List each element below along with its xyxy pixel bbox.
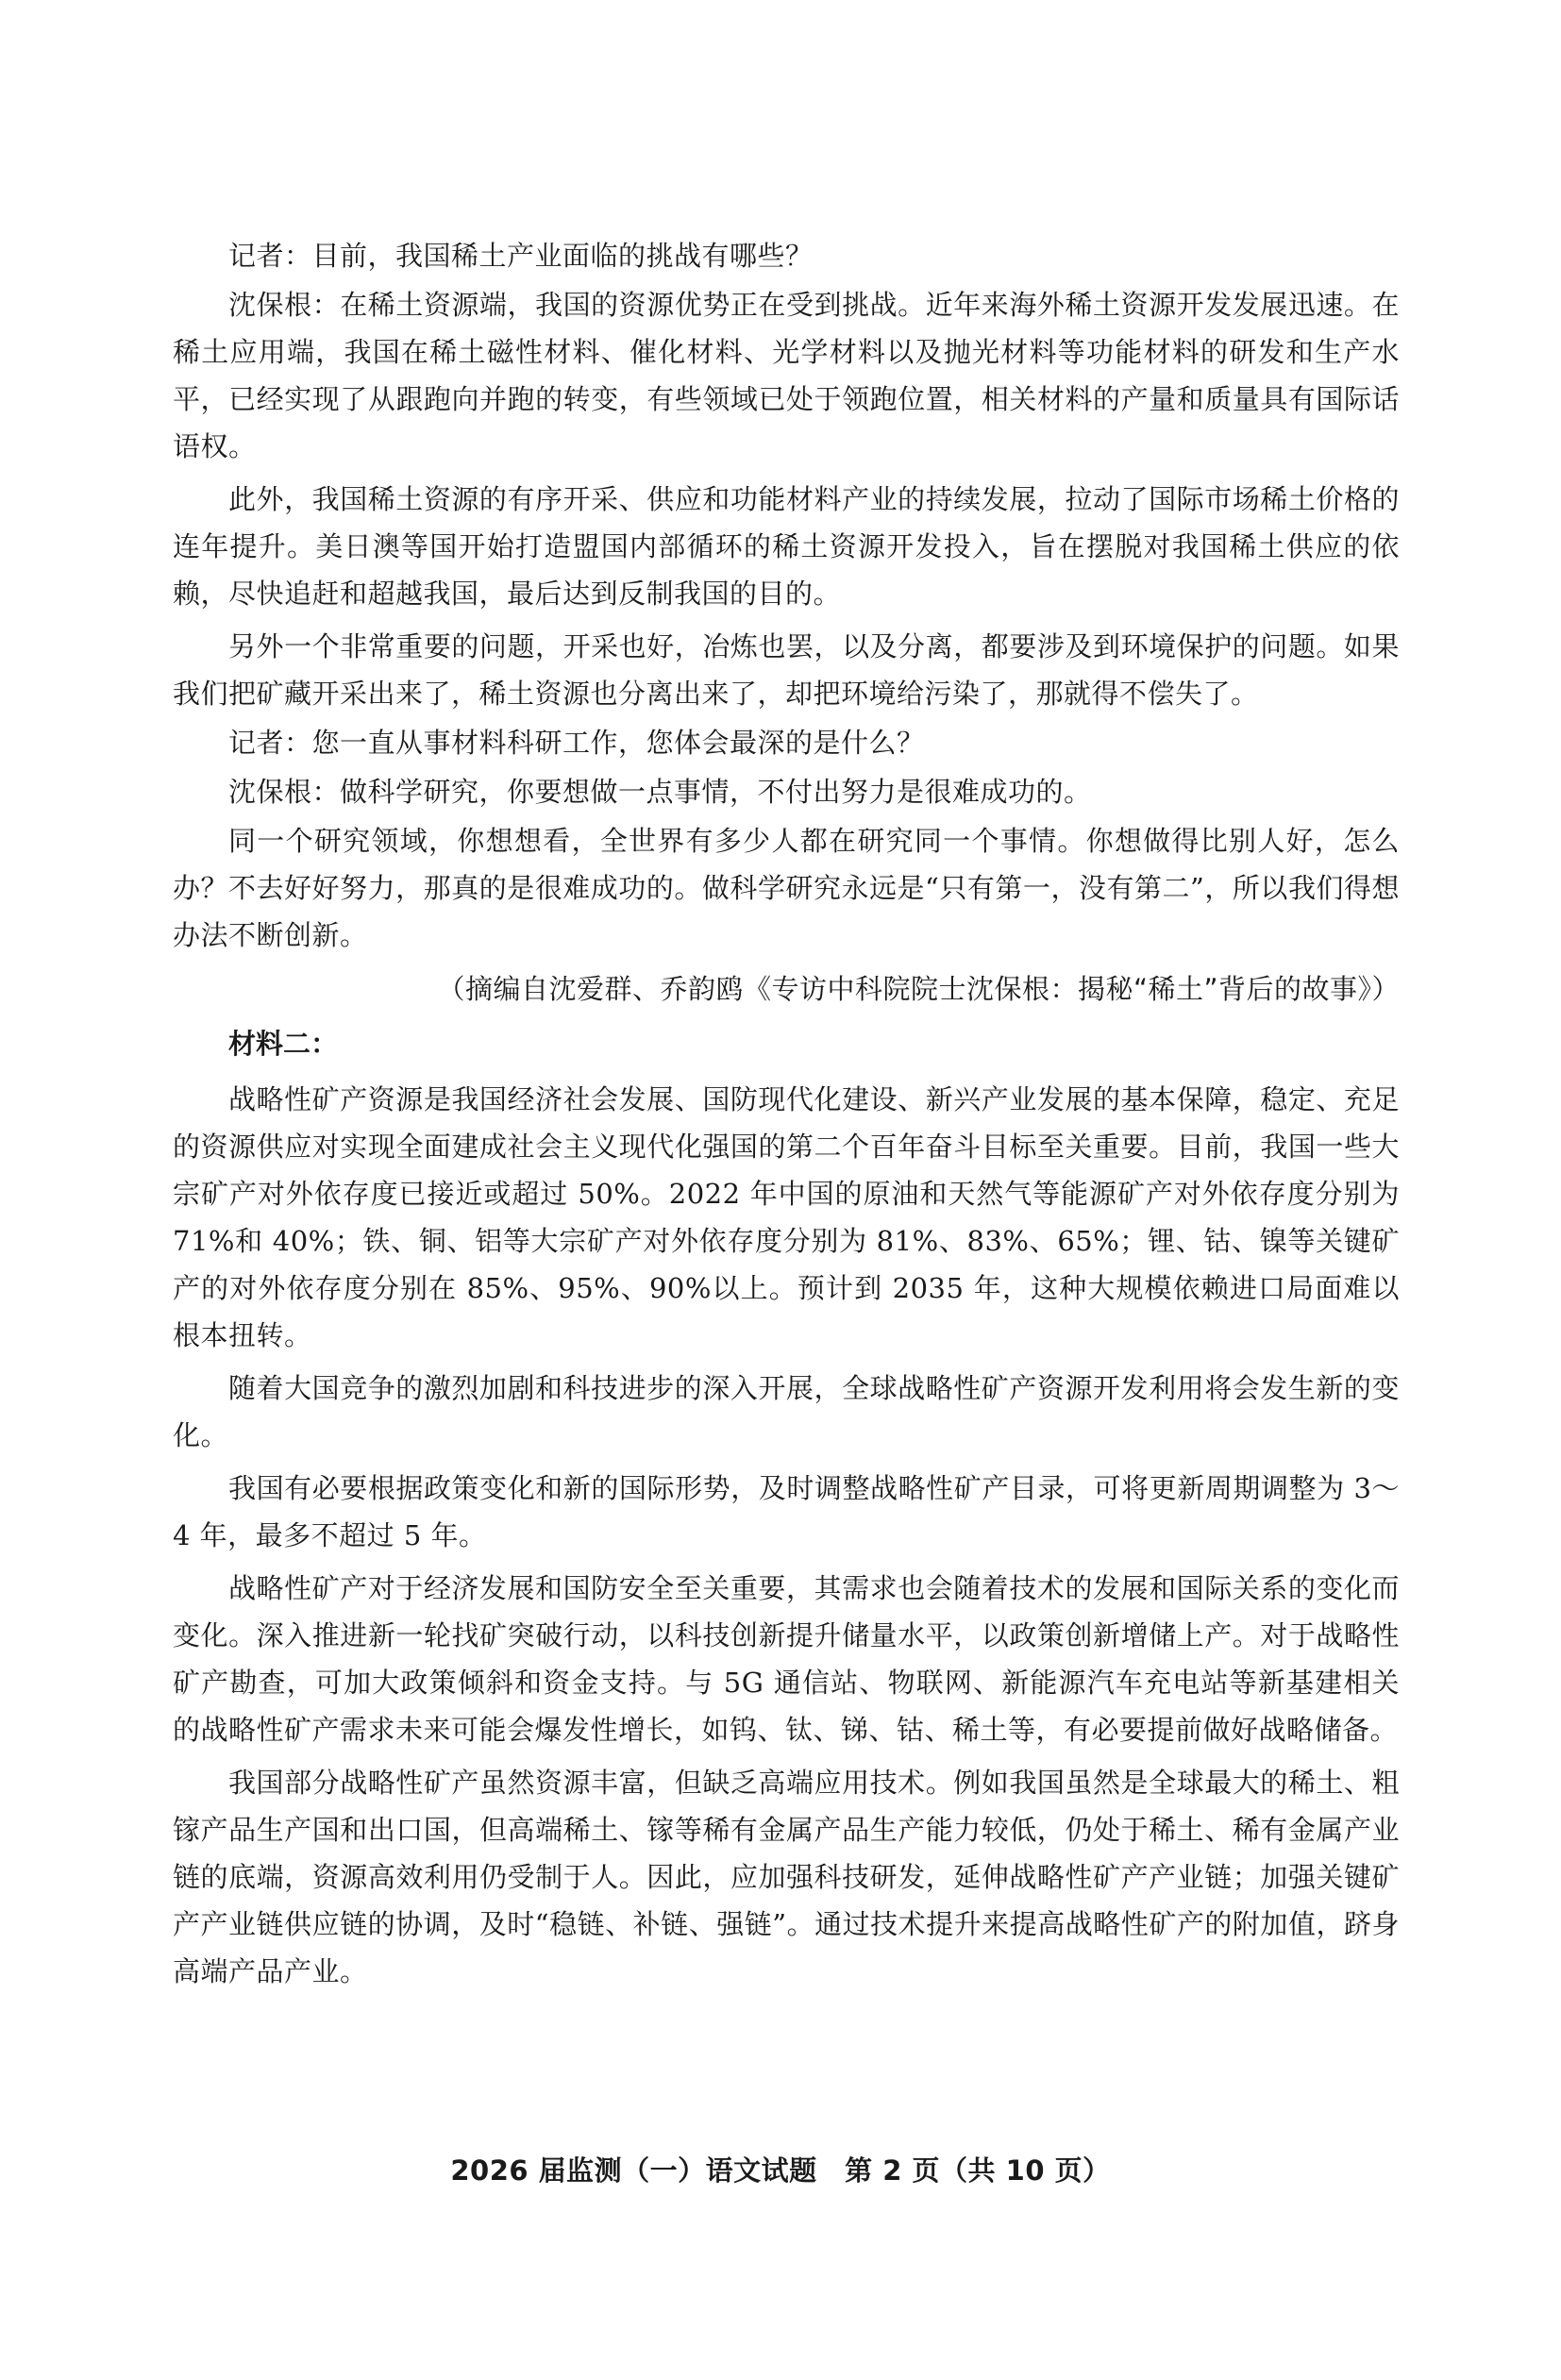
paragraph-rare-earth-price: 此外，我国稀土资源的有序开采、供应和功能材料产业的持续发展，拉动了国际市场稀土价格的连年提升。美日澳等国开始打造盟国内部循环的稀土资源开发投入，旨在摆脱对我国稀土供应的依赖，尽快追赶和超越我国，最后达到反制我国的目的。 xyxy=(173,483,1400,610)
interview-answer-2: 沈保根：做科学研究，你要想做一点事情，不付出努力是很难成功的。 xyxy=(228,776,1092,808)
paragraph-strategic-minerals: 战略性矿产资源是我国经济社会发展、国防现代化建设、新兴产业发展的基本保障，稳定、充足的资源供应对实现全面建成社会主义现代化强国的第二个百年奋斗目标至关重要。目前，我国一些大宗矿产对外依存度已接近或超过 50%。2022 年中国的原油和天然气等能源矿产对外依存度分别为 71%和 40%；铁、铜、铝等大宗矿产对外依存度分别为 81%、83%、65%；锂、钴、镍等关键矿产的对外依存度分别在 85%、95%、90%以上。预计到 2035 年，这种大规模依赖进口局面难以根本扭转。 xyxy=(173,1083,1400,1351)
interview-question-1: 记者：目前，我国稀土产业面临的挑战有哪些？ xyxy=(228,240,814,272)
paragraph-exploration: 战略性矿产对于经济发展和国防安全至关重要，其需求也会随着技术的发展和国际关系的变化而变化。深入推进新一轮找矿突破行动，以科技创新提升储量水平，以政策创新增储上产。对于战略性矿产勘查，可加大政策倾斜和资金支持。与 5G 通信站、物联网、新能源汽车充电站等新基建相关的战略性矿产需求未来可能会爆发性增长，如钨、钛、锑、钴、稀土等，有必要提前做好战略储备。 xyxy=(173,1572,1400,1746)
interview-question-2: 记者：您一直从事材料科研工作，您体会最深的是什么？ xyxy=(228,727,925,759)
paragraph-environment: 另外一个非常重要的问题，开采也好，冶炼也罢，以及分离，都要涉及到环境保护的问题。如果我们把矿藏开采出来了，稀土资源也分离出来了，却把环境给污染了，那就得不偿失了。 xyxy=(173,630,1400,710)
page-footer: 2026 届监测（一）语文试题 第 2 页（共 10 页） xyxy=(450,2154,1111,2187)
page-content xyxy=(173,232,1400,2001)
paragraph-global-changes: 随着大国竞争的激烈加剧和科技进步的深入开展，全球战略性矿产资源开发利用将会发生新的变化。 xyxy=(173,1372,1400,1451)
paragraph-industry-chain: 我国部分战略性矿产虽然资源丰富，但缺乏高端应用技术。例如我国虽然是全球最大的稀土、粗镓产品生产国和出口国，但高端稀土、镓等稀有金属产品生产能力较低，仍处于稀土、稀有金属产业链的底端，资源高效利用仍受制于人。因此，应加强科技研发，延伸战略性矿产产业链；加强关键矿产产业链供应链的协调，及时“稳链、补链、强链”。通过技术提升来提高战略性矿产的附加值，跻身高端产品产业。 xyxy=(173,1767,1400,1987)
source-citation: （摘编自沈爱群、乔韵鸥《专访中科院院士沈保根：揭秘“稀土”背后的故事》） xyxy=(437,973,1400,1005)
material-two-heading: 材料二： xyxy=(228,1028,339,1060)
paragraph-innovation: 同一个研究领域，你想想看，全世界有多少人都在研究同一个事情。你想做得比别人好，怎么办？不去好好努力，那真的是很难成功的。做科学研究永远是“只有第一，没有第二”，所以我们得想办法不断创新。 xyxy=(173,825,1400,951)
interview-answer-1: 沈保根：在稀土资源端，我国的资源优势正在受到挑战。近年来海外稀土资源开发发展迅速。在稀土应用端，我国在稀土磁性材料、催化材料、光学材料以及抛光材料等功能材料的研发和生产水平，已经实现了从跟跑向并跑的转变，有些领域已处于领跑位置，相关材料的产量和质量具有国际话语权。 xyxy=(173,289,1400,462)
paragraph-catalog-update: 我国有必要根据政策变化和新的国际形势，及时调整战略性矿产目录，可将更新周期调整为 3～4 年，最多不超过 5 年。 xyxy=(173,1472,1400,1551)
